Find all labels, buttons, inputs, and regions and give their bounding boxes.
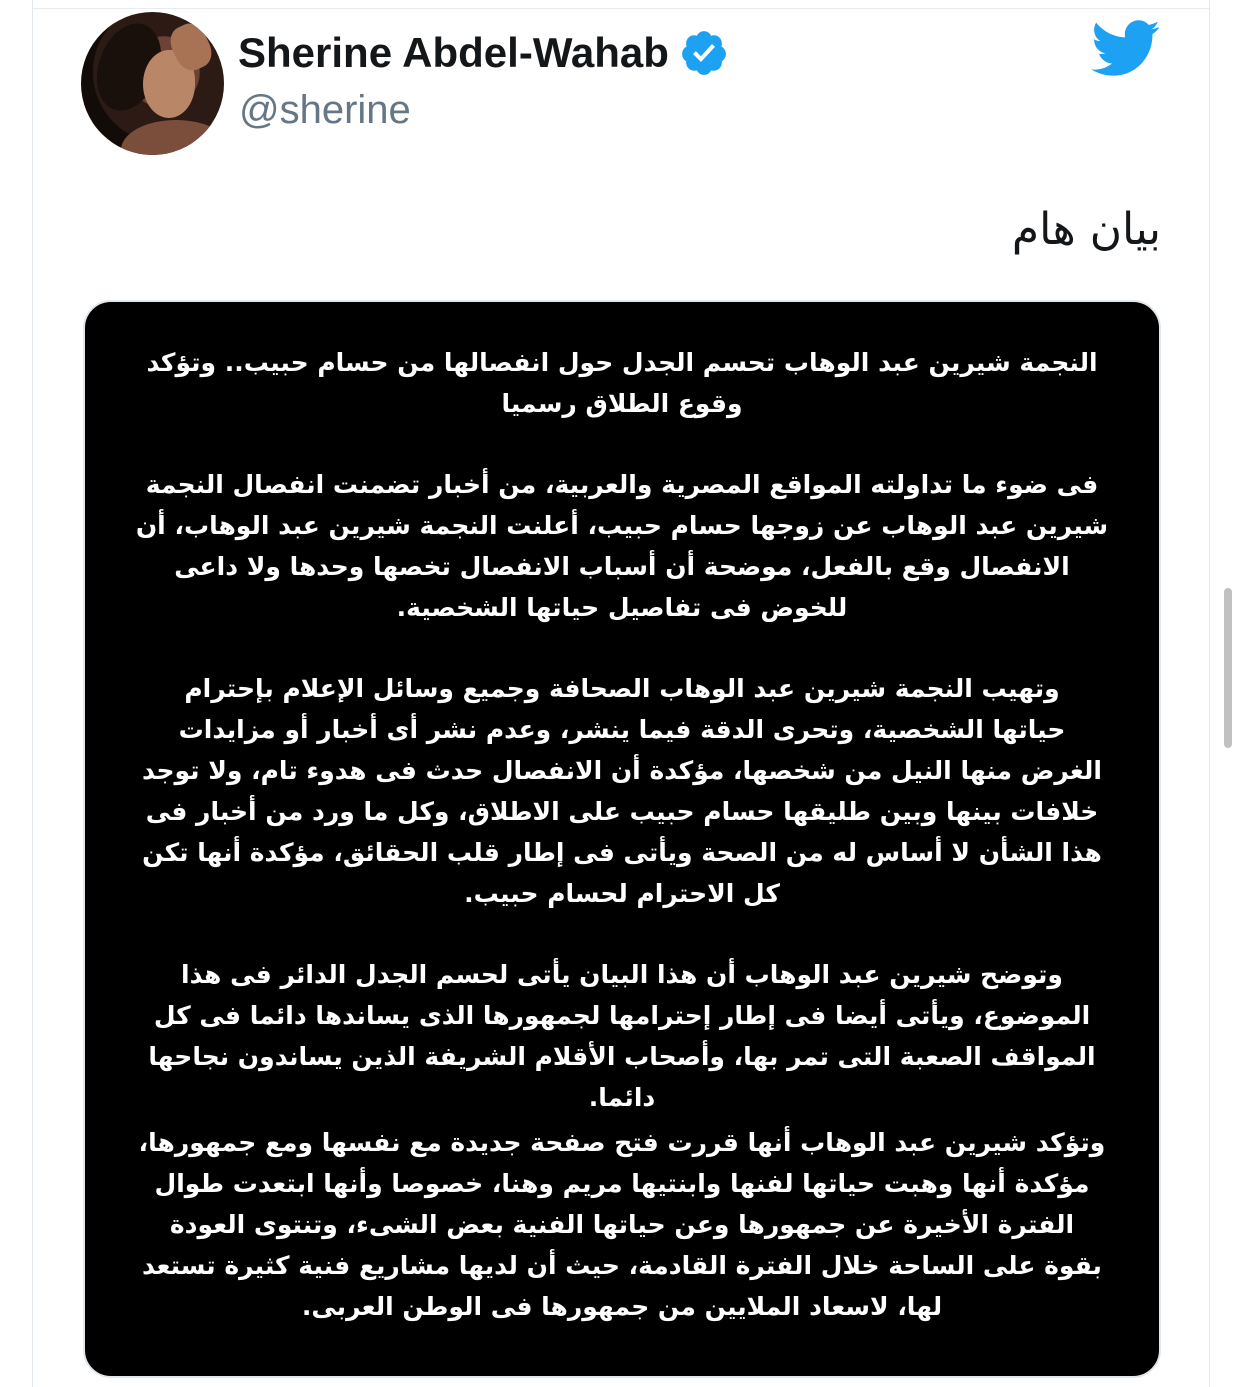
- author-name[interactable]: Sherine Abdel-Wahab: [238, 29, 669, 76]
- avatar[interactable]: [81, 12, 224, 155]
- author-row: [238, 28, 729, 78]
- statement-headline: النجمة شيرين عبد الوهاب تحسم الجدل حول انفصالها من حسام حبيب.. وتؤكد وقوع الطلاق رسميا: [146, 348, 1098, 418]
- tweet-text: بيان هام: [1011, 204, 1161, 255]
- statement-paragraph: وتؤكد شيرين عبد الوهاب أنها قررت فتح صفحة جديدة مع نفسها ومع جمهورها، مؤكدة أنها وهبت حياتها لفنها وابنتيها مريم وهنا، خصوصا وأنها ابتعدت طوال الفترة الأخيرة عن جمهورها وعن حياتها الفنية بعض الشىء، وتنتوى العودة بقوة على الساحة خلال الفترة القادمة، حيث أن لديها مشاريع فنية كثيرة تستعد لها، لاسعاد الملايين من جمهورها فى الوطن العربى.: [138, 1128, 1106, 1321]
- scrollbar[interactable]: [1224, 588, 1232, 748]
- statement-paragraph: وتوضح شيرين عبد الوهاب أن هذا البيان يأتى لحسم الجدل الدائر فى هذا الموضوع، ويأتى أيضا فى إطار إحترامها لجمهورها الذى يساندها دائما فى كل المواقف الصعبة التى تمر بها، وأصحاب الأقلام الشريفة الذين يساندون نجاحها دائما.: [148, 960, 1096, 1112]
- verified-badge-icon: [679, 28, 729, 78]
- divider: [33, 8, 1209, 9]
- tweet-card: [32, 0, 1210, 1387]
- twitter-bird-icon[interactable]: [1091, 20, 1161, 78]
- statement-paragraph: فى ضوء ما تداولته المواقع المصرية والعربية، من أخبار تضمنت انفصال النجمة شيرين عبد الوهاب عن زوجها حسام حبيب، أعلنت النجمة شيرين عبد الوهاب، أن الانفصال وقع بالفعل، موضحة أن أسباب الانفصال تخصها وحدها ولا داعى للخوض فى تفاصيل حياتها الشخصية.: [135, 470, 1109, 622]
- tweet-image[interactable]: [83, 300, 1161, 1378]
- statement-paragraph: وتهيب النجمة شيرين عبد الوهاب الصحافة وجميع وسائل الإعلام بإحترام حياتها الشخصية، وتحرى الدقة فيما ينشر، وعدم نشر أى أخبار أو مزايدات الغرض منها النيل من شخصها، مؤكدة أن الانفصال حدث فى هدوء تام، ولا توجد خلافات بينها وبين طليقها حسام حبيب على الاطلاق، وكل ما ورد من أخبار فى هذا الشأن لا أساس له من الصحة ويأتى فى إطار قلب الحقائق، مؤكدة أنها تكن كل الاحترام لحسام حبيب.: [142, 674, 1102, 908]
- author-handle[interactable]: @sherine: [239, 88, 411, 132]
- statement-text: [125, 342, 1119, 1367]
